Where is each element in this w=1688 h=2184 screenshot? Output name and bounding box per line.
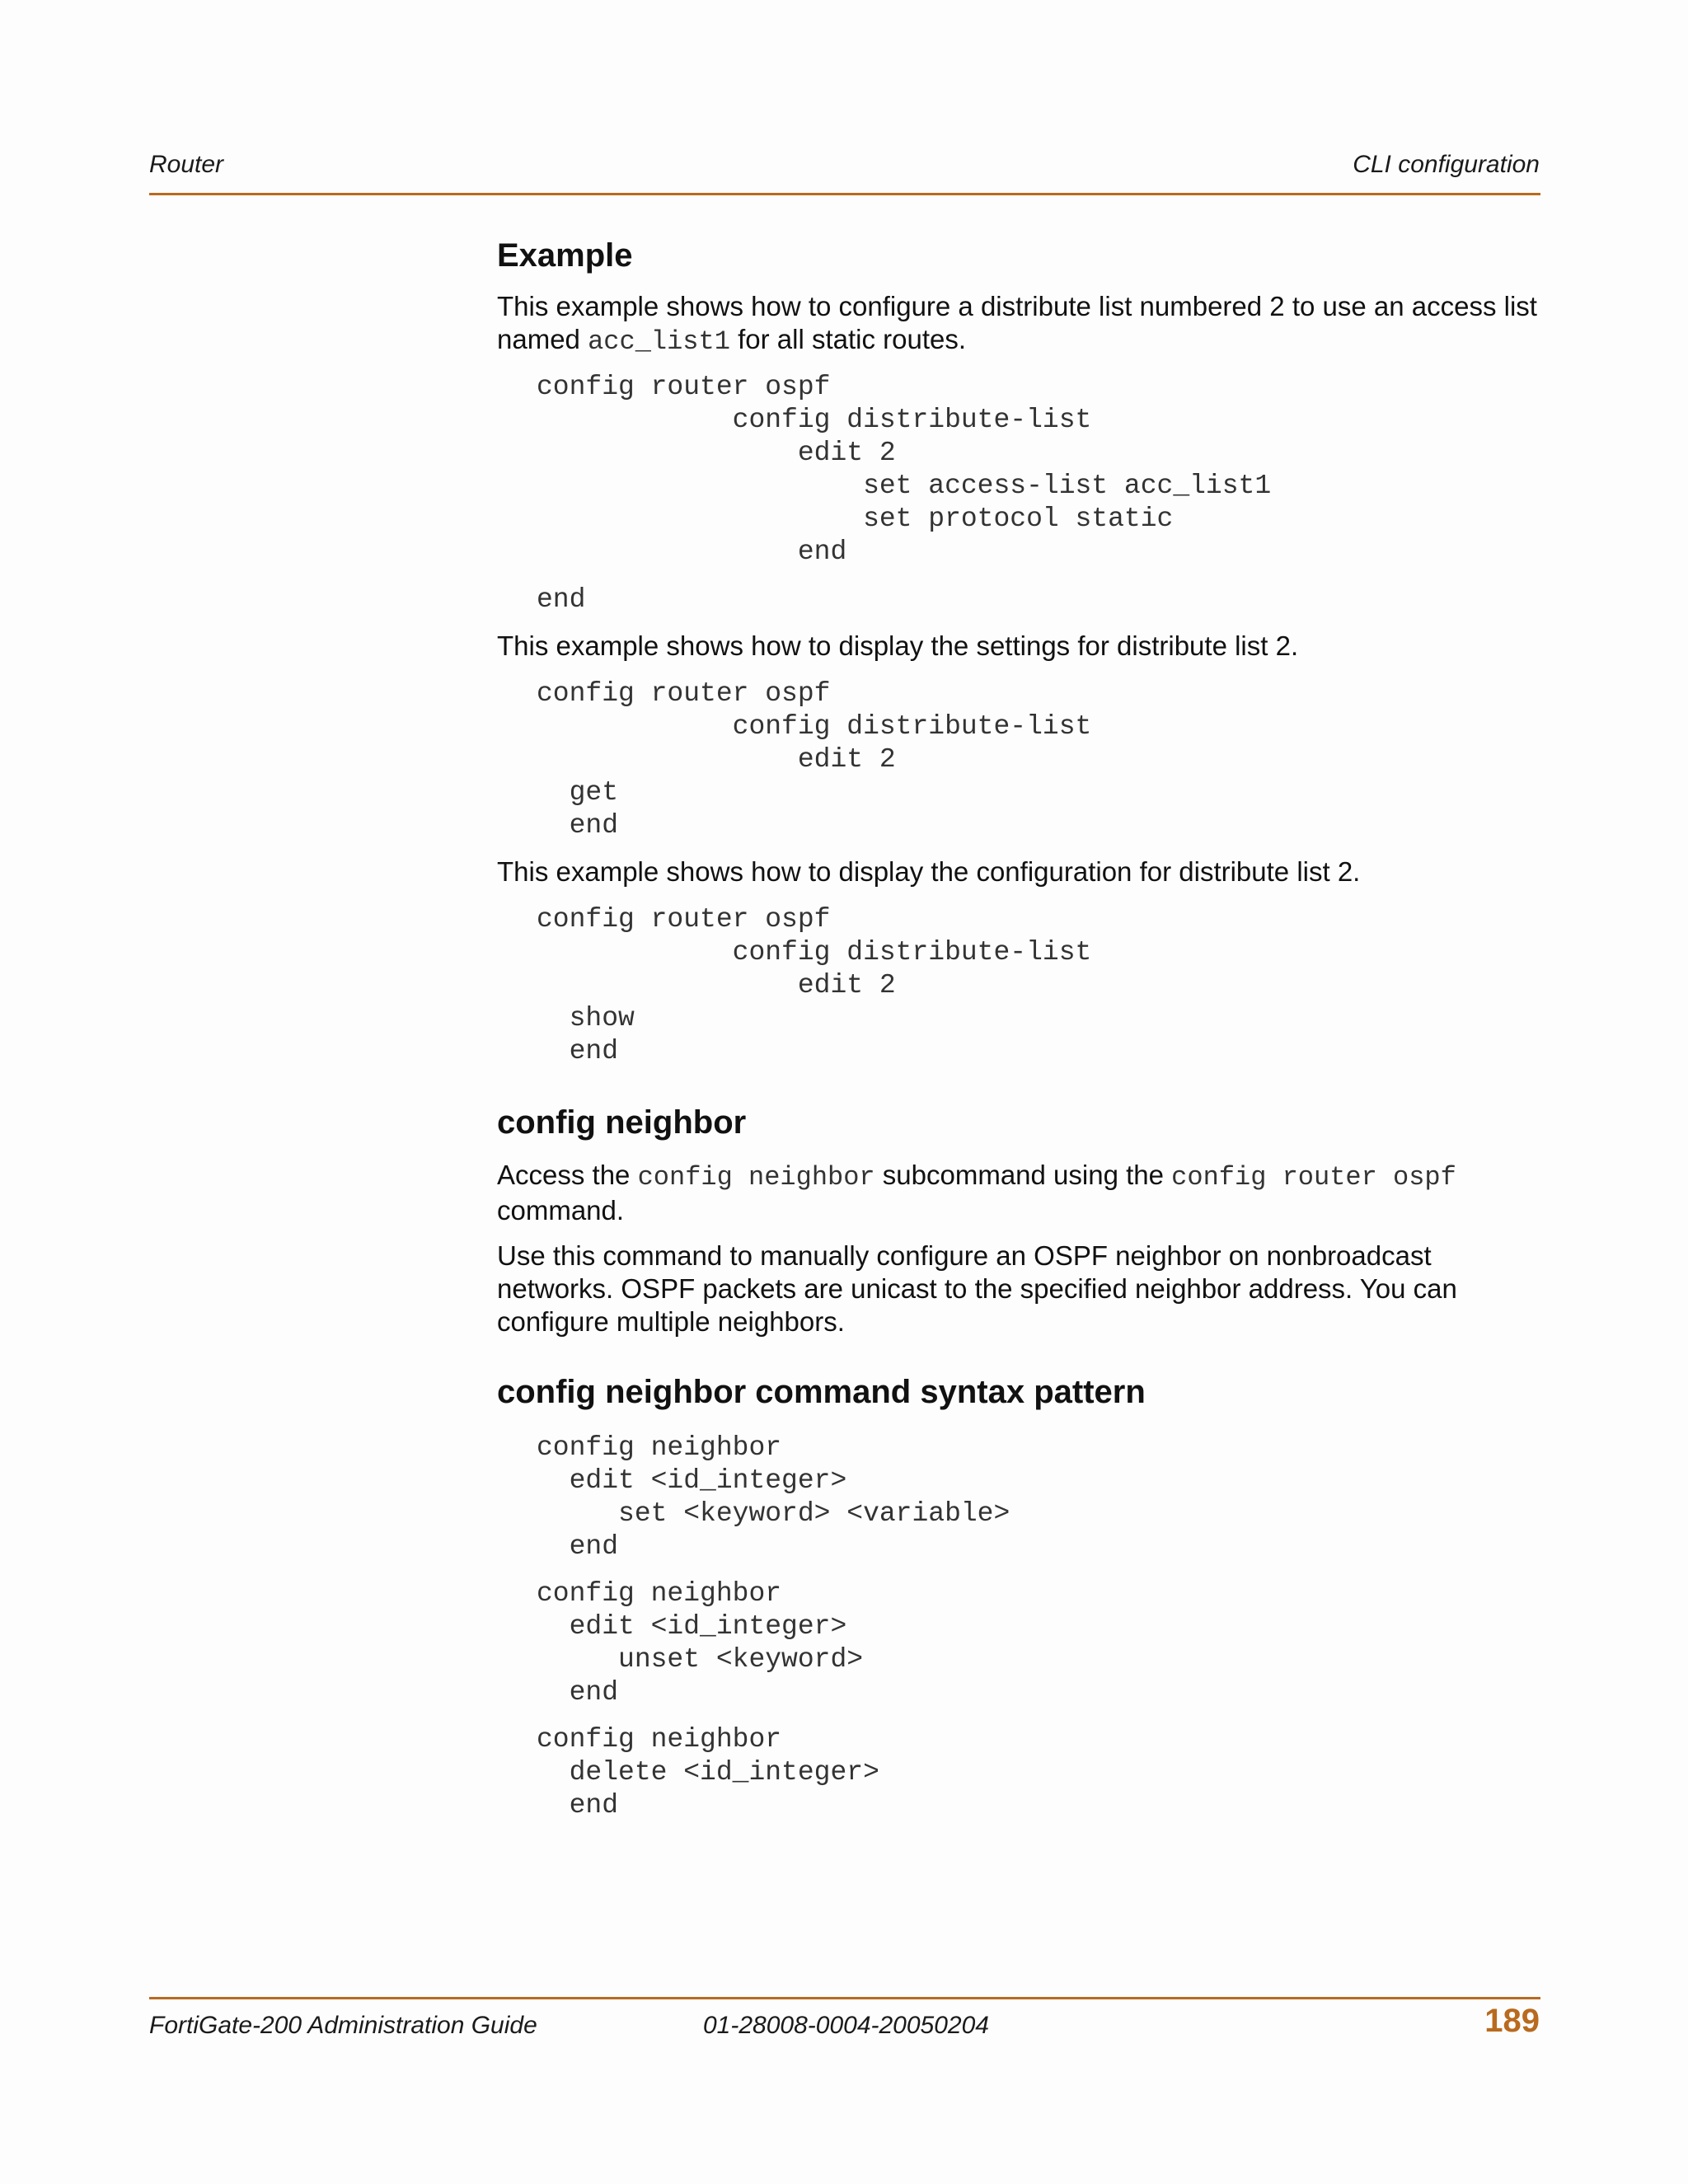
code-block-1-end: end xyxy=(537,584,586,615)
neighbor-paragraph-2: Use this command to manually configure an OSPF neighbor on nonbroadcast networks. OSPF packets are unicast to the specified neighbor address. You can configure multiple neighbors. xyxy=(497,1240,1457,1337)
page-number: 189 xyxy=(1484,2003,1540,2039)
acc-list-code: acc_list1 xyxy=(588,326,730,357)
p1-text-mid: subcommand using the xyxy=(874,1160,1172,1190)
code-block-2: config router ospf config distribute-list edit 2 get end xyxy=(537,678,1092,841)
running-header-section: Router xyxy=(149,151,224,178)
syntax-pattern-heading: config neighbor command syntax pattern xyxy=(497,1374,1146,1410)
syntax-code-set: config neighbor edit <id_integer> set <keyword> <variable> end xyxy=(537,1432,1010,1562)
code-block-3: config router ospf config distribute-list edit 2 show end xyxy=(537,904,1092,1066)
intro-1-text: This example shows how to configure a distribute list numbered 2 to use an access list named xyxy=(497,291,1537,354)
p1-text-end: command. xyxy=(497,1195,625,1226)
intro-1-text-end: for all static routes. xyxy=(729,324,967,354)
example-intro-1 xyxy=(497,290,1544,359)
config-neighbor-heading: config neighbor xyxy=(497,1104,747,1141)
config-router-ospf-code: config router ospf xyxy=(1171,1162,1456,1193)
syntax-code-unset: config neighbor edit <id_integer> unset <keyword> end xyxy=(537,1578,864,1708)
footer-guide-title: FortiGate-200 Administration Guide xyxy=(149,2012,537,2039)
footer-rule xyxy=(149,1997,1540,1999)
footer-doc-id: 01-28008-0004-20050204 xyxy=(703,2012,989,2039)
config-neighbor-code: config neighbor xyxy=(637,1162,875,1193)
neighbor-paragraph-1 xyxy=(497,1159,1544,1227)
syntax-code-delete: config neighbor delete <id_integer> end xyxy=(537,1724,879,1821)
example-intro-3: This example shows how to display the configuration for distribute list 2. xyxy=(497,856,1361,887)
running-header-chapter: CLI configuration xyxy=(1353,151,1540,178)
p1-text: Access the xyxy=(497,1160,638,1190)
example-intro-2: This example shows how to display the settings for distribute list 2. xyxy=(497,630,1299,661)
code-block-1: config router ospf config distribute-list edit 2 set access-list acc_list1 set protocol static end xyxy=(537,372,1272,567)
header-rule xyxy=(149,193,1540,195)
example-heading: Example xyxy=(497,237,633,274)
